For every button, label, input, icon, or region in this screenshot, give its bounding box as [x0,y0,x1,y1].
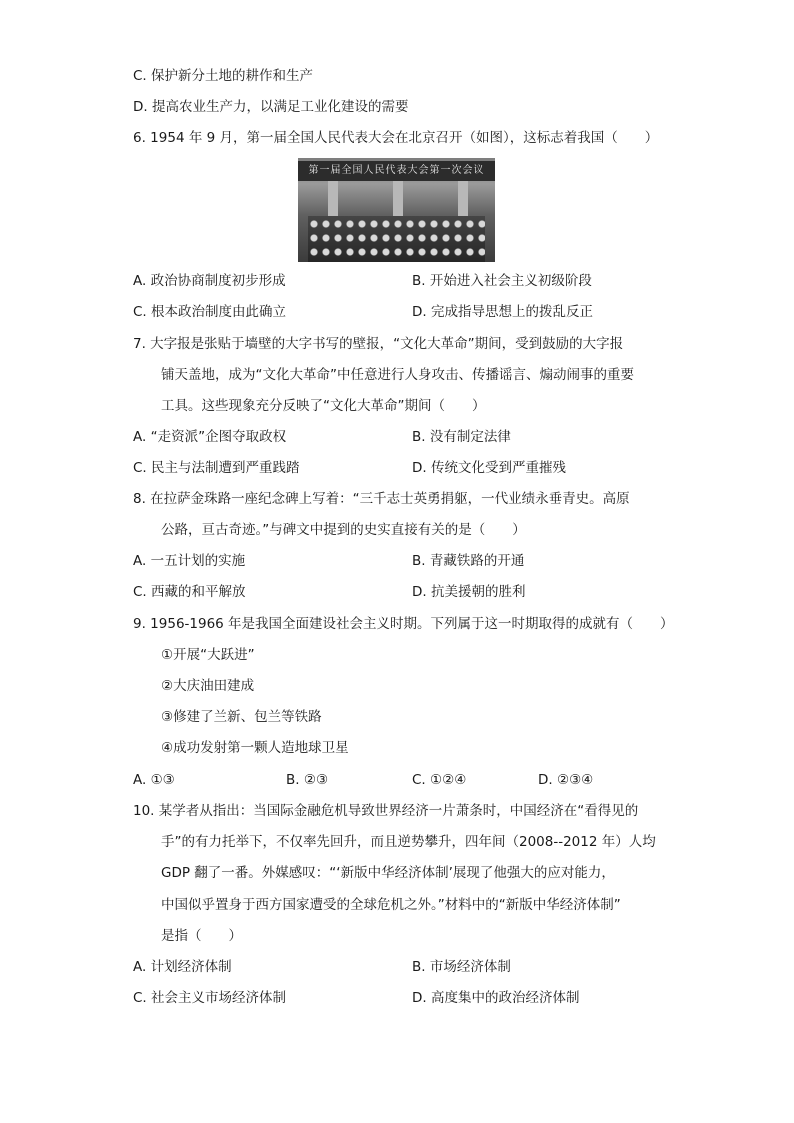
q6-option-b: B. 开始进入社会主义初级阶段 [412,273,592,289]
q10-stem-line-3: GDP 翻了一番。外媒感叹：“‘新版中华经济体制’展现了他强大的应对能力， [161,865,615,881]
q10-stem-line-1: 10. 某学者从指出：当国际金融危机导致世界经济一片萧条时，中国经济在“看得见的 [133,803,639,819]
q6-option-c: C. 根本政治制度由此确立 [133,304,287,320]
q5-option-d: D. 提高农业生产力，以满足工业化建设的需要 [133,99,409,115]
q7-option-c: C. 民主与法制遭到严重践踏 [133,460,300,476]
q6-option-d: D. 完成指导思想上的拨乱反正 [412,304,593,320]
q7-stem-line-1: 7. 大字报是张贴于墙壁的大字书写的壁报，“文化大革命”期间，受到鼓励的大字报 [133,336,624,352]
q8-stem-line-2: 公路，亘古奇迹。”与碑文中提到的史实直接有关的是（ ） [161,522,526,538]
q9-item-3: ③修建了兰新、包兰等铁路 [161,709,322,725]
q10-option-b: B. 市场经济体制 [412,959,511,975]
q10-stem-line-4: 中国似乎置身于西方国家遭受的全球危机之外。”材料中的“新版中华经济体制” [161,897,621,913]
q10-option-c: C. 社会主义市场经济体制 [133,990,287,1006]
q9-item-1: ①开展“大跃进” [161,647,255,663]
q7-stem-line-2: 铺天盖地，成为“文化大革命”中任意进行人身攻击、传播谣言、煽动闹事的重要 [161,367,634,383]
q8-option-a: A. 一五计划的实施 [133,553,246,569]
photo-banner: 第一届全国人民代表大会第一次会议 [298,161,495,181]
q8-option-d: D. 抗美援朝的胜利 [412,584,526,600]
q9-stem: 9. 1956-1966 年是我国全面建设社会主义时期。下列属于这一时期取得的成就有（ ） [133,616,674,632]
q8-option-b: B. 青藏铁路的开通 [412,553,525,569]
q9-option-a: A. ①③ [133,772,175,788]
q6-option-a: A. 政治协商制度初步形成 [133,273,286,289]
q10-option-d: D. 高度集中的政治经济体制 [412,990,580,1006]
photo-pillar [393,181,403,221]
q9-item-2: ②大庆油田建成 [161,678,255,694]
photo-pillar [458,181,468,221]
q7-stem-line-3: 工具。这些现象充分反映了“文化大革命”期间（ ） [161,398,486,414]
q6-stem: 6. 1954 年 9 月，第一届全国人民代表大会在北京召开（如图），这标志着我国（ ） [133,130,659,146]
q8-option-c: C. 西藏的和平解放 [133,584,246,600]
q9-item-4: ④成功发射第一颗人造地球卫星 [161,740,349,756]
q9-option-c: C. ①②④ [412,772,467,788]
q7-option-a: A. “走资派”企图夺取政权 [133,429,287,445]
q10-stem-line-5: 是指（ ） [161,928,242,944]
photo-pillar [328,181,338,221]
q10-option-a: A. 计划经济体制 [133,959,232,975]
q10-stem-line-2: 手”的有力托举下，不仅率先回升，而且逆势攀升，四年间（2008--2012 年）人均 [161,834,656,850]
q7-option-b: B. 没有制定法律 [412,429,511,445]
q5-option-c: C. 保护新分土地的耕作和生产 [133,68,314,84]
q9-option-b: B. ②③ [286,772,329,788]
congress-photo [298,158,495,262]
q9-option-d: D. ②③④ [538,772,594,788]
q7-option-d: D. 传统文化受到严重摧残 [412,460,566,476]
q8-stem-line-1: 8. 在拉萨金珠路一座纪念碑上写着：“三千志士英勇捐躯，一代业绩永垂青史。高原 [133,491,630,507]
photo-crowd [308,216,485,262]
